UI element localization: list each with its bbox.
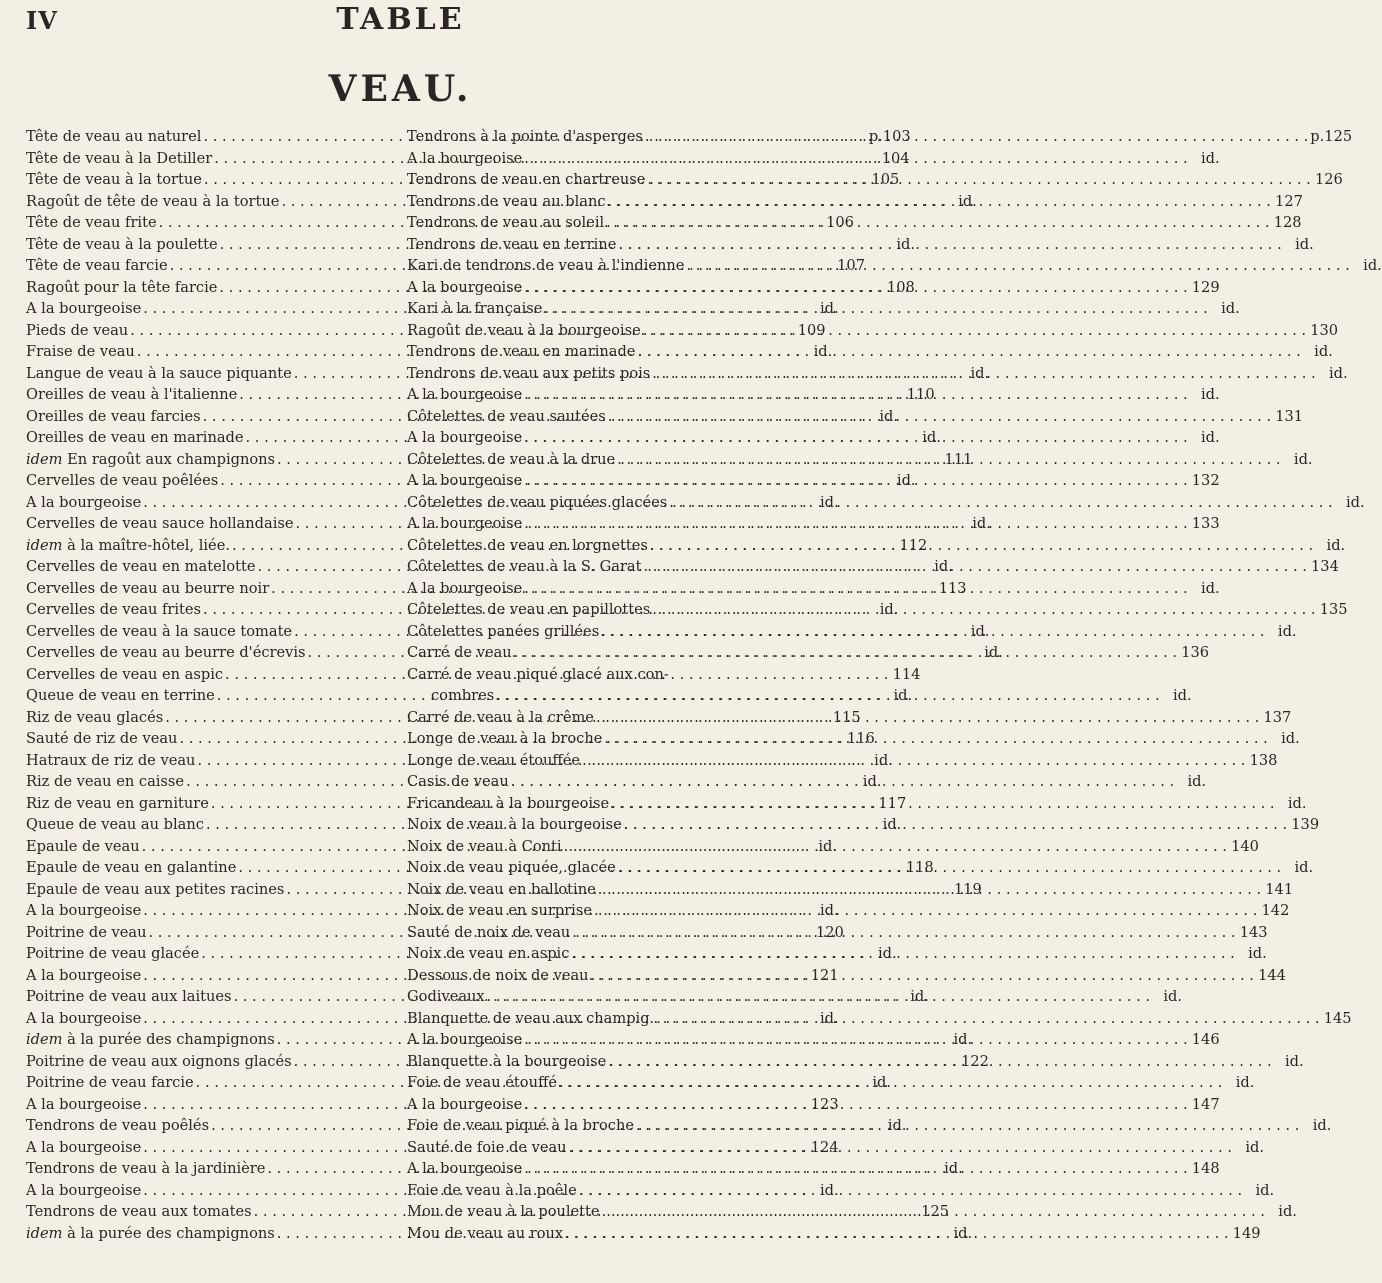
dot-leader xyxy=(522,1029,1189,1051)
entry-page: 138 xyxy=(1249,751,1278,769)
dot-leader xyxy=(567,1137,1234,1159)
entry-page: 133 xyxy=(1191,515,1220,532)
dot-leader xyxy=(634,1115,1301,1137)
entry-page: id. xyxy=(813,343,833,360)
entry-label: Epaule de veau en galantine xyxy=(26,859,237,876)
dot-leader xyxy=(641,320,1308,342)
dot-leader xyxy=(494,685,1161,707)
entry-label: Fraise de veau xyxy=(26,343,135,360)
entry-prefix: idem xyxy=(26,450,63,468)
dot-leader xyxy=(642,556,1309,578)
entry-page: id. xyxy=(1200,386,1220,403)
entry-page: 140 xyxy=(1231,837,1259,855)
entry-label: Tendrons de veau en terrine xyxy=(407,235,617,253)
entry-page: id. xyxy=(1293,450,1313,468)
entry-page: 128 xyxy=(1273,214,1302,231)
dot-leader xyxy=(522,427,1189,449)
entry-page: id. xyxy=(1200,579,1220,597)
entry-page: 129 xyxy=(1191,278,1220,296)
dot-leader xyxy=(615,449,1282,471)
entry-label: Noix de veau à Conti xyxy=(407,837,562,855)
entry-page: 127 xyxy=(1275,192,1303,210)
index-entry xyxy=(407,427,1220,449)
entry-label: idem à la purée des champignons xyxy=(26,1031,275,1048)
entry-label: A la bourgeoise xyxy=(407,1031,523,1048)
entry-label: Côtelettes panées grillées xyxy=(407,622,600,640)
dot-leader xyxy=(557,1072,1224,1094)
entry-page: id. xyxy=(1314,343,1333,360)
entry-label: Côtelettes de veau en papillottes xyxy=(407,601,651,618)
entry-label: Carré de veau à la crême xyxy=(407,708,594,726)
dot-leader xyxy=(509,771,1176,793)
entry-page: id. xyxy=(1363,257,1382,274)
dot-leader xyxy=(522,148,1189,170)
entry-page: 120 xyxy=(815,923,844,941)
entry-label: Noix de veau en aspic xyxy=(407,945,570,962)
dot-leader xyxy=(522,470,1189,492)
entry-label: Carré de veau xyxy=(407,644,512,661)
dot-leader xyxy=(522,384,1189,406)
entry-page: 108 xyxy=(886,278,915,296)
entry-page: id. xyxy=(879,407,899,425)
entry-label: A la bourgeoise xyxy=(407,386,523,403)
entry-page: 116 xyxy=(846,730,875,747)
entry-label: Foie de veau piqué à la broche xyxy=(407,1117,634,1134)
entry-page: 145 xyxy=(1323,1009,1352,1027)
entry-label: idem En ragoût aux champignons xyxy=(26,450,276,468)
index-entry xyxy=(407,664,775,686)
entry-page: 121 xyxy=(810,966,839,984)
index-entry xyxy=(407,1072,1255,1094)
entry-page: 122 xyxy=(961,1052,989,1070)
entry-label: Cervelles de veau en aspic xyxy=(26,665,224,683)
entry-page: 118 xyxy=(905,859,934,876)
entry-page: id. xyxy=(1346,493,1365,511)
entry-label: Oreilles de veau à l'italienne xyxy=(26,386,238,403)
entry-page: 119 xyxy=(953,880,982,898)
entry-label: Côtelettes de veau à la S. Garat xyxy=(407,558,642,575)
entry-page: 149 xyxy=(1232,1224,1261,1242)
entry-label: Tendrons de veau à la jardinière xyxy=(26,1160,266,1177)
entry-page: id. xyxy=(1285,1052,1304,1070)
entry-page: id. xyxy=(818,837,838,855)
entry-label: Epaule de veau xyxy=(26,837,140,855)
entry-page: 113 xyxy=(938,579,967,597)
index-entry xyxy=(407,492,1365,514)
entry-label: Tendrons de veau en chartreuse xyxy=(407,171,646,188)
index-entry xyxy=(407,943,1267,965)
entry-page: id. xyxy=(819,1009,839,1027)
entry-label: A la bourgeoise xyxy=(26,902,142,919)
entry-page: id. xyxy=(972,515,991,532)
entry-label: Tête de veau à la poulette xyxy=(26,235,218,253)
dot-leader xyxy=(522,1158,1189,1180)
entry-page: 137 xyxy=(1263,708,1292,726)
entry-label: Blanquette de veau aux champig. xyxy=(407,1009,655,1027)
entry-label: Côtelettes de veau piquées glacées xyxy=(407,493,668,511)
dot-leader xyxy=(522,1094,1189,1116)
entry-page: 105 xyxy=(871,171,900,188)
entry-page: 117 xyxy=(878,794,907,812)
entry-label: Foie de veau à la poêle xyxy=(407,1181,577,1199)
dot-leader xyxy=(580,750,1247,772)
entry-label: Mou de veau à la poulette xyxy=(407,1203,600,1220)
index-entry xyxy=(407,1115,1332,1137)
entry-page: 110 xyxy=(906,386,935,403)
entry-page: 130 xyxy=(1310,321,1339,339)
entry-prefix: idem xyxy=(26,536,63,554)
entry-label: A la bourgeoise xyxy=(26,1181,142,1199)
entry-label: A la bourgeoise xyxy=(407,1095,523,1113)
entry-page: id. xyxy=(819,1181,839,1199)
dot-leader xyxy=(522,513,1189,535)
entry-page: 134 xyxy=(1311,558,1339,575)
dot-leader xyxy=(570,922,1237,944)
dot-leader xyxy=(563,1223,1230,1245)
entry-page: id. xyxy=(922,429,941,446)
entry-page: 104 xyxy=(881,149,910,167)
entry-label: Ragoût de tête de veau à la tortue xyxy=(26,192,280,210)
dot-leader xyxy=(522,578,1189,600)
dot-leader xyxy=(667,492,1334,514)
entry-label: Queue de veau en terrine xyxy=(26,687,215,704)
entry-label: Sauté de foie de veau xyxy=(407,1138,567,1156)
entry-page: id. xyxy=(1255,1181,1275,1199)
dot-leader xyxy=(602,728,1269,750)
index-entry xyxy=(407,986,1183,1008)
entry-page: id. xyxy=(872,1074,892,1091)
entry-label: Fricandeau à la bourgeoise xyxy=(407,794,610,812)
entry-page: 123 xyxy=(810,1095,839,1113)
dot-leader xyxy=(604,212,1271,234)
entry-page: id. xyxy=(1235,1074,1255,1091)
entry-page: id. xyxy=(1295,235,1314,253)
index-entry xyxy=(407,298,1240,320)
entry-label: Cervelles de veau au beurre noir xyxy=(26,579,270,597)
page-number: IV xyxy=(26,6,58,35)
entry-label: A la bourgeoise xyxy=(407,472,523,489)
entry-prefix: idem xyxy=(26,1031,63,1048)
entry-label: A la bourgeoise xyxy=(407,579,523,597)
entry-label: Poitrine de veau farcie xyxy=(26,1074,194,1091)
index-entry xyxy=(407,621,1297,643)
entry-page: id. xyxy=(1312,1117,1332,1134)
dot-leader xyxy=(589,965,1256,987)
entry-page: 106 xyxy=(826,214,854,231)
dot-leader xyxy=(596,879,1263,901)
entry-page: id. xyxy=(1294,859,1314,876)
entry-label: Longe de veau étouffée xyxy=(407,751,581,769)
entry-prefix: idem xyxy=(26,1224,63,1242)
entry-label: Poitrine de veau glacée xyxy=(26,945,200,962)
entry-page: id. xyxy=(910,988,929,1005)
entry-page: id. xyxy=(896,235,915,253)
entry-page: 131 xyxy=(1275,407,1304,425)
entry-page: 141 xyxy=(1265,880,1294,898)
entry-page: 144 xyxy=(1258,966,1286,984)
index-entry xyxy=(407,771,1207,793)
entry-page: 115 xyxy=(832,708,861,726)
entry-label: A la bourgeoise xyxy=(407,429,523,446)
entry-label: Longe de veau à la broche xyxy=(407,730,603,747)
index-entry xyxy=(407,234,1314,256)
dot-leader xyxy=(606,191,1273,213)
dot-leader xyxy=(650,363,1317,385)
entry-label: Côtelettes de veau en lorgnettes xyxy=(407,536,648,554)
entry-page: id. xyxy=(1163,988,1183,1005)
entry-label: Epaule de veau aux petites racines xyxy=(26,880,285,898)
entry-label: Queue de veau au blanc xyxy=(26,816,204,833)
entry-page: p.125 xyxy=(1310,128,1353,145)
entry-label: Poitrine de veau aux laitues xyxy=(26,988,232,1005)
entry-page: id. xyxy=(934,558,953,575)
entry-page: id. xyxy=(1281,730,1300,747)
dot-leader xyxy=(635,341,1302,363)
dot-leader xyxy=(562,836,1229,858)
entry-label: Oreilles de veau en marinade xyxy=(26,429,244,446)
index-entry xyxy=(407,341,1333,363)
entry-label: Cervelles de veau au beurre d'écrevis xyxy=(26,644,306,661)
entry-label: Ragoût de veau à la bourgeoise xyxy=(407,321,641,339)
entry-label: Tête de veau frite xyxy=(26,214,157,231)
entry-label: idem à la maître-hôtel, liée. xyxy=(26,536,230,554)
entry-page: id. xyxy=(1187,773,1207,790)
dot-leader xyxy=(643,126,1310,148)
entry-label: Tête de veau à la Detiller xyxy=(26,149,213,167)
entry-page: 147 xyxy=(1191,1095,1220,1113)
running-title: TABLE xyxy=(336,2,465,37)
entry-page: id. xyxy=(984,644,1003,661)
entry-page: id. xyxy=(1326,536,1346,554)
entry-page: id. xyxy=(819,300,839,317)
entry-label: Casis de veau xyxy=(407,773,509,790)
entry-label: Oreilles de veau farcies xyxy=(26,407,201,425)
entry-page: 107 xyxy=(837,257,865,274)
entry-page: 111 xyxy=(944,450,973,468)
entry-page: id. xyxy=(1277,622,1297,640)
dot-leader xyxy=(650,599,1317,621)
entry-page: id. xyxy=(1278,1203,1297,1220)
entry-page: id. xyxy=(1245,1138,1264,1156)
entry-label: Côtelettes de veau à la drue xyxy=(407,450,616,468)
dot-leader xyxy=(648,535,1315,557)
entry-label: A la bourgeoise xyxy=(26,1138,142,1156)
entry-page: 109 xyxy=(797,321,826,339)
entry-label: A la bourgeoise xyxy=(26,1095,142,1113)
index-entry xyxy=(407,685,1192,707)
entry-page: id. xyxy=(862,773,882,790)
entry-page: id. xyxy=(1172,687,1192,704)
dot-leader xyxy=(606,406,1273,428)
entry-label: Cervelles de veau frites xyxy=(26,601,202,618)
entry-page: 148 xyxy=(1191,1160,1220,1177)
entry-label: Noix de veau piquée, glacée xyxy=(407,859,616,876)
entry-page: 146 xyxy=(1191,1031,1220,1048)
entry-page: id. xyxy=(887,1117,907,1134)
entry-page: 125 xyxy=(921,1203,950,1220)
entry-label: Sauté de riz de veau xyxy=(26,730,178,747)
dot-leader xyxy=(609,793,1276,815)
entry-label: Poitrine de veau xyxy=(26,923,147,941)
entry-label: Tête de veau farcie xyxy=(26,257,168,274)
dot-leader xyxy=(616,857,1283,879)
entry-label: Noix de veau en surprise xyxy=(407,902,592,919)
dot-leader xyxy=(600,1201,1267,1223)
entry-label: Tendrons de veau poêlés xyxy=(26,1117,210,1134)
entry-page: id. xyxy=(970,364,990,382)
entry-label: Cervelles de veau en matelotte xyxy=(26,558,256,575)
entry-page: 112 xyxy=(899,536,928,554)
entry-label: Tête de veau à la tortue xyxy=(26,171,202,188)
entry-label: Ragoût pour la tête farcie xyxy=(26,278,218,296)
entry-label: A la bourgeoise xyxy=(26,966,142,984)
dot-leader xyxy=(622,814,1289,836)
entry-page: id. xyxy=(1221,300,1240,317)
entry-label: Côtelettes de veau sautées xyxy=(407,407,606,425)
entry-label: Tendrons de veau aux tomates xyxy=(26,1203,252,1220)
entry-page: 136 xyxy=(1181,644,1210,661)
section-title: VEAU. xyxy=(328,68,473,110)
entry-page: 114 xyxy=(892,665,921,683)
entry-label: Riz de veau glacés xyxy=(26,708,164,726)
entry-page: 124 xyxy=(810,1138,839,1156)
entry-label: Noix de veau en ballotine xyxy=(407,880,596,898)
dot-leader xyxy=(522,277,1189,299)
entry-label: Tendrons de veau aux petits pois xyxy=(407,364,651,382)
entry-label: Langue de veau à la sauce piquante xyxy=(26,364,292,382)
entry-label: A la bourgeoise xyxy=(407,1160,523,1177)
entry-page: id. xyxy=(1287,794,1307,812)
entry-page: id. xyxy=(953,1031,973,1048)
entry-label: Pieds de veau xyxy=(26,321,129,339)
entry-label: Mou de veau au roux xyxy=(407,1224,564,1242)
entry-label: A la bourgeoise xyxy=(407,149,523,167)
dot-leader xyxy=(512,642,1179,664)
entry-page: id. xyxy=(879,601,899,618)
dot-leader xyxy=(569,943,1236,965)
entry-page: id. xyxy=(819,902,839,919)
entry-page: id. xyxy=(877,945,897,962)
index-entry xyxy=(407,363,1348,385)
entry-label: Foie de veau étouffé xyxy=(407,1074,557,1091)
entry-label: A la bourgeoise xyxy=(26,1009,142,1027)
entry-label: Tendrons de veau au blanc xyxy=(407,192,606,210)
entry-page: id. xyxy=(874,751,893,769)
dot-leader xyxy=(485,986,1152,1008)
entry-label: Tendrons à la pointe d'asperges xyxy=(407,128,643,145)
entry-label: A la bourgeoise xyxy=(26,493,142,511)
entry-page: id. xyxy=(819,493,839,511)
entry-label: Tête de veau au naturel xyxy=(26,128,202,145)
dot-leader xyxy=(606,1051,1273,1073)
entry-page: id. xyxy=(882,816,902,833)
entry-page: id. xyxy=(944,1160,963,1177)
index-entry xyxy=(407,1180,1275,1202)
entry-page: 126 xyxy=(1314,171,1343,188)
entry-page: id. xyxy=(1328,364,1348,382)
dot-leader xyxy=(645,169,1312,191)
entry-page: id. xyxy=(896,472,916,489)
entry-label: Riz de veau en caisse xyxy=(26,773,185,790)
entry-page: id. xyxy=(958,192,977,210)
entry-label: A la bourgeoise xyxy=(407,515,523,532)
entry-label: combres xyxy=(431,687,495,704)
page-header xyxy=(26,0,775,56)
entry-page: id. xyxy=(970,622,990,640)
entry-label: Kari de tendrons de veau à l'indienne xyxy=(407,257,685,274)
dot-leader xyxy=(542,298,1209,320)
entry-label: Sauté de noix de veau xyxy=(407,923,571,941)
dot-leader xyxy=(684,255,1351,277)
entry-page: 135 xyxy=(1319,601,1348,618)
entry-label: Kari à la française xyxy=(407,300,543,317)
entry-page: 132 xyxy=(1191,472,1220,489)
entry-label: idem à la purée des champignons xyxy=(26,1224,275,1242)
dot-leader xyxy=(577,1180,1244,1202)
entry-label: Riz de veau en garniture xyxy=(26,794,209,812)
entry-label: Blanquette à la bourgeoise xyxy=(407,1052,607,1070)
entry-label: Cervelles de veau poêlées xyxy=(26,472,219,489)
entry-label: Carré de veau piqué glacé aux con- xyxy=(407,665,669,683)
entry-label: Cervelles de veau à la sauce tomate xyxy=(26,622,293,640)
entry-page: id. xyxy=(953,1224,973,1242)
entry-label: A la bourgeoise xyxy=(26,300,142,317)
entry-page: id. xyxy=(1200,429,1220,446)
entry-page: id. xyxy=(893,687,913,704)
entry-page: id. xyxy=(1200,149,1220,167)
entry-page: 142 xyxy=(1261,902,1290,919)
entry-label: Tendrons de veau en marinade xyxy=(407,343,636,360)
index-columns xyxy=(26,126,1382,1244)
dot-leader xyxy=(616,234,1283,256)
entry-page: 139 xyxy=(1291,816,1320,833)
dot-leader xyxy=(654,1008,1321,1030)
entry-label: A la bourgeoise xyxy=(407,278,523,296)
entry-label: Noix de veau à la bourgeoise xyxy=(407,816,622,833)
entry-label: Godiveaux xyxy=(407,988,485,1005)
entry-label: Tendrons de veau au soleil xyxy=(407,214,605,231)
entry-label: Hatraux de riz de veau xyxy=(26,751,196,769)
entry-page: p.103 xyxy=(868,128,911,145)
entry-label: Cervelles de veau sauce hollandaise xyxy=(26,515,294,532)
entry-page: id. xyxy=(1248,945,1267,962)
entry-label: Poitrine de veau aux oignons glacés xyxy=(26,1052,292,1070)
entry-label: Dessous de noix de veau xyxy=(407,966,589,984)
entry-page: 143 xyxy=(1239,923,1268,941)
dot-leader xyxy=(592,900,1259,922)
index-entry xyxy=(26,1094,839,1116)
dot-leader xyxy=(599,621,1266,643)
dot-leader xyxy=(594,707,1261,729)
